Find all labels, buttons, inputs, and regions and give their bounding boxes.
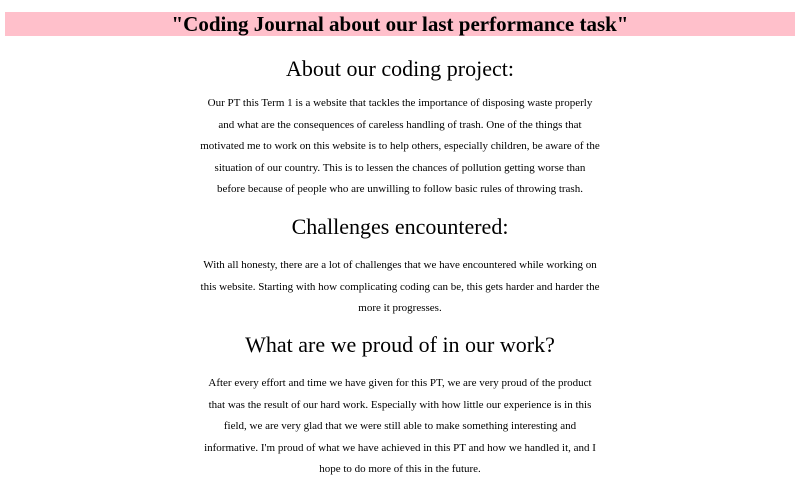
section-challenges [0, 213, 800, 320]
section-body-challenges: With all honesty, there are a lot of challenges that we have encountered while working on this website. Starting with how complicating coding can be, this gets harder and harder the more it progresses. [200, 259, 600, 314]
title-banner [5, 12, 795, 36]
section-heading-about: About our coding project: [286, 56, 514, 81]
section-proud-of [0, 331, 800, 481]
section-heading-challenges: Challenges encountered: [291, 214, 509, 239]
page-title: "Coding Journal about our last performance task" [171, 12, 629, 36]
section-body-about: Our PT this Term 1 is a website that tackles the importance of disposing waste properly and what are the consequences of careless handling of trash. One of the things that motivated me to work on this website is to help others, especially children, be aware of the situation of our country. This is to lessen the chances of pollution getting worse than before because of people who are unwilling to follow basic rules of throwing trash. [200, 97, 600, 195]
section-about-project [0, 55, 800, 201]
section-heading-proud: What are we proud of in our work? [245, 332, 555, 357]
section-body-proud: After every effort and time we have given for this PT, we are very proud of the product that was the result of our hard work. Especially with how little our experience is in this field, we are very glad that we were still able to make something interesting and informative. I'm proud of what we have achieved in this PT and how we handled it, and I hope to do more of this in the future. [204, 377, 596, 475]
